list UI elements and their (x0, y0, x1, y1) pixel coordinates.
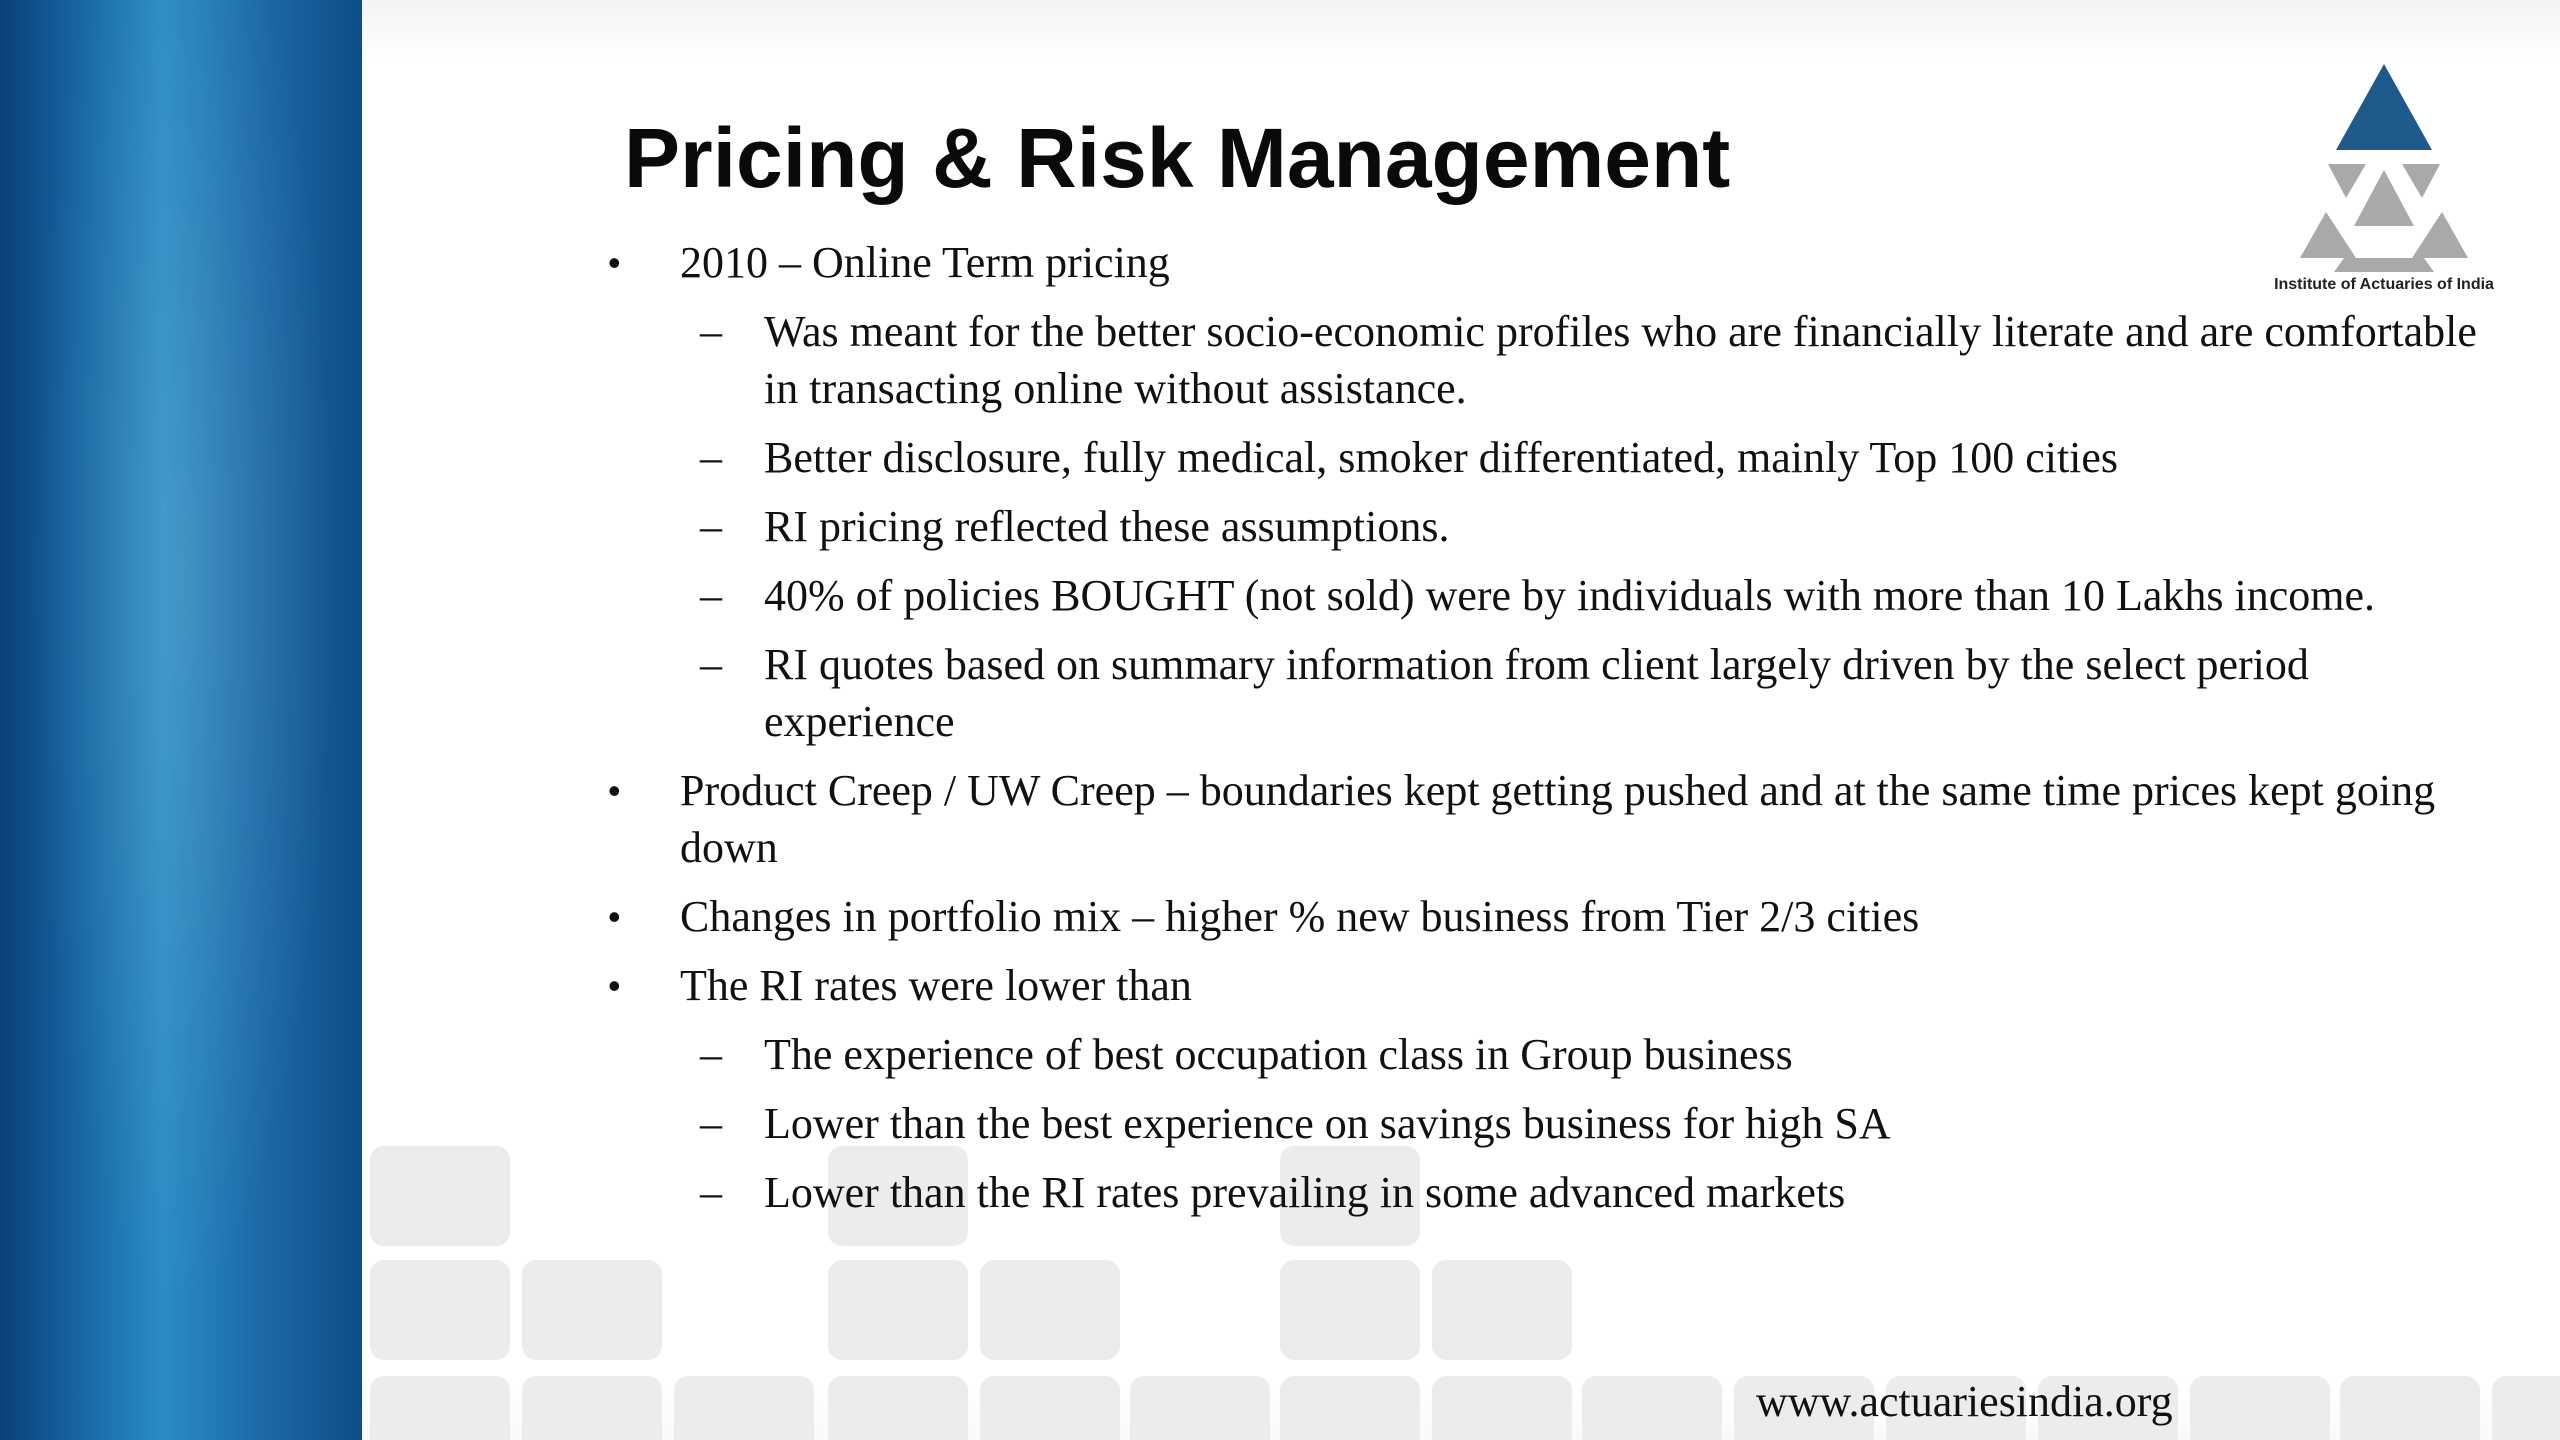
logo-grey-center (2354, 170, 2414, 226)
bg-tile (1582, 1376, 1722, 1440)
bullet-text: Changes in portfolio mix – higher % new business from Tier 2/3 cities (680, 892, 1920, 941)
dash-icon: – (700, 1099, 722, 1148)
bullet-text: Product Creep / UW Creep – boundaries kept getting pushed and at the same time prices kept going down (680, 766, 2436, 872)
bullet-icon: • (608, 242, 621, 283)
sub-bullet-text: RI pricing reflected these assumptions. (764, 502, 1450, 551)
bg-tile (370, 1260, 510, 1360)
bg-tile (674, 1376, 814, 1440)
logo-top-triangle (2336, 64, 2432, 150)
dash-icon: – (700, 1168, 722, 1217)
bullet-text: 2010 – Online Term pricing (680, 238, 1170, 287)
bullet-item (600, 234, 2480, 291)
sub-bullet-text: Better disclosure, fully medical, smoker differentiated, mainly Top 100 cities (764, 433, 2119, 482)
bg-tile (1130, 1376, 1270, 1440)
bg-tile (980, 1376, 1120, 1440)
sub-bullet-item (600, 1164, 2480, 1221)
bullet-icon: • (608, 770, 621, 811)
bg-tile (370, 1376, 510, 1440)
bg-tile (828, 1260, 968, 1360)
bg-tile (522, 1260, 662, 1360)
dash-icon: – (700, 433, 722, 482)
sub-bullet-text: Lower than the best experience on savings business for high SA (764, 1099, 1891, 1148)
sub-bullet-item (600, 429, 2480, 486)
sub-bullet-item (600, 567, 2480, 624)
sub-bullet-text: 40% of policies BOUGHT (not sold) were by individuals with more than 10 Lakhs income. (764, 571, 2376, 620)
sub-bullet-item (600, 1095, 2480, 1152)
bullet-icon: • (608, 896, 621, 937)
dash-icon: – (700, 640, 722, 689)
bullet-icon: • (608, 965, 621, 1006)
bg-tile (1280, 1376, 1420, 1440)
bullet-item (600, 888, 2480, 945)
sub-bullet-item (600, 1026, 2480, 1083)
logo-grey-left-bar (2328, 164, 2366, 198)
sub-bullet-item (600, 498, 2480, 555)
bg-tile (370, 1146, 510, 1246)
slide-body (600, 234, 2480, 1233)
sub-bullet-item (600, 303, 2480, 417)
dash-icon: – (700, 571, 722, 620)
left-blue-band (0, 0, 362, 1440)
footer-website-link[interactable]: www.actuariesindia.org (1756, 1377, 2173, 1426)
bullet-item (600, 957, 2480, 1014)
bg-tile (2190, 1376, 2330, 1440)
sub-bullet-text: Lower than the RI rates prevailing in some advanced markets (764, 1168, 1846, 1217)
logo-caption: Institute of Actuaries of India (2274, 276, 2494, 293)
dash-icon: – (700, 502, 722, 551)
dash-icon: – (700, 1030, 722, 1079)
sub-bullet-text: RI quotes based on summary information from client largely driven by the select period experience (764, 640, 2309, 746)
bullet-text: The RI rates were lower than (680, 961, 1192, 1010)
bg-tile (2492, 1376, 2560, 1440)
bullet-item (600, 762, 2480, 876)
bg-tile (2340, 1376, 2480, 1440)
bg-tile (828, 1376, 968, 1440)
sub-bullet-text: The experience of best occupation class in Group business (764, 1030, 1793, 1079)
logo-grey-right-bar (2402, 164, 2440, 198)
slide-title: Pricing & Risk Management (624, 111, 1731, 205)
bg-tile (1432, 1260, 1572, 1360)
bg-tile (522, 1376, 662, 1440)
dash-icon: – (700, 307, 722, 356)
bg-tile (1432, 1376, 1572, 1440)
sub-bullet-text: Was meant for the better socio-economic profiles who are financially literate and are comfortable in transacting online without assistance. (764, 307, 2477, 413)
bg-tile (1280, 1260, 1420, 1360)
bg-tile (980, 1260, 1120, 1360)
sub-bullet-item (600, 636, 2480, 750)
